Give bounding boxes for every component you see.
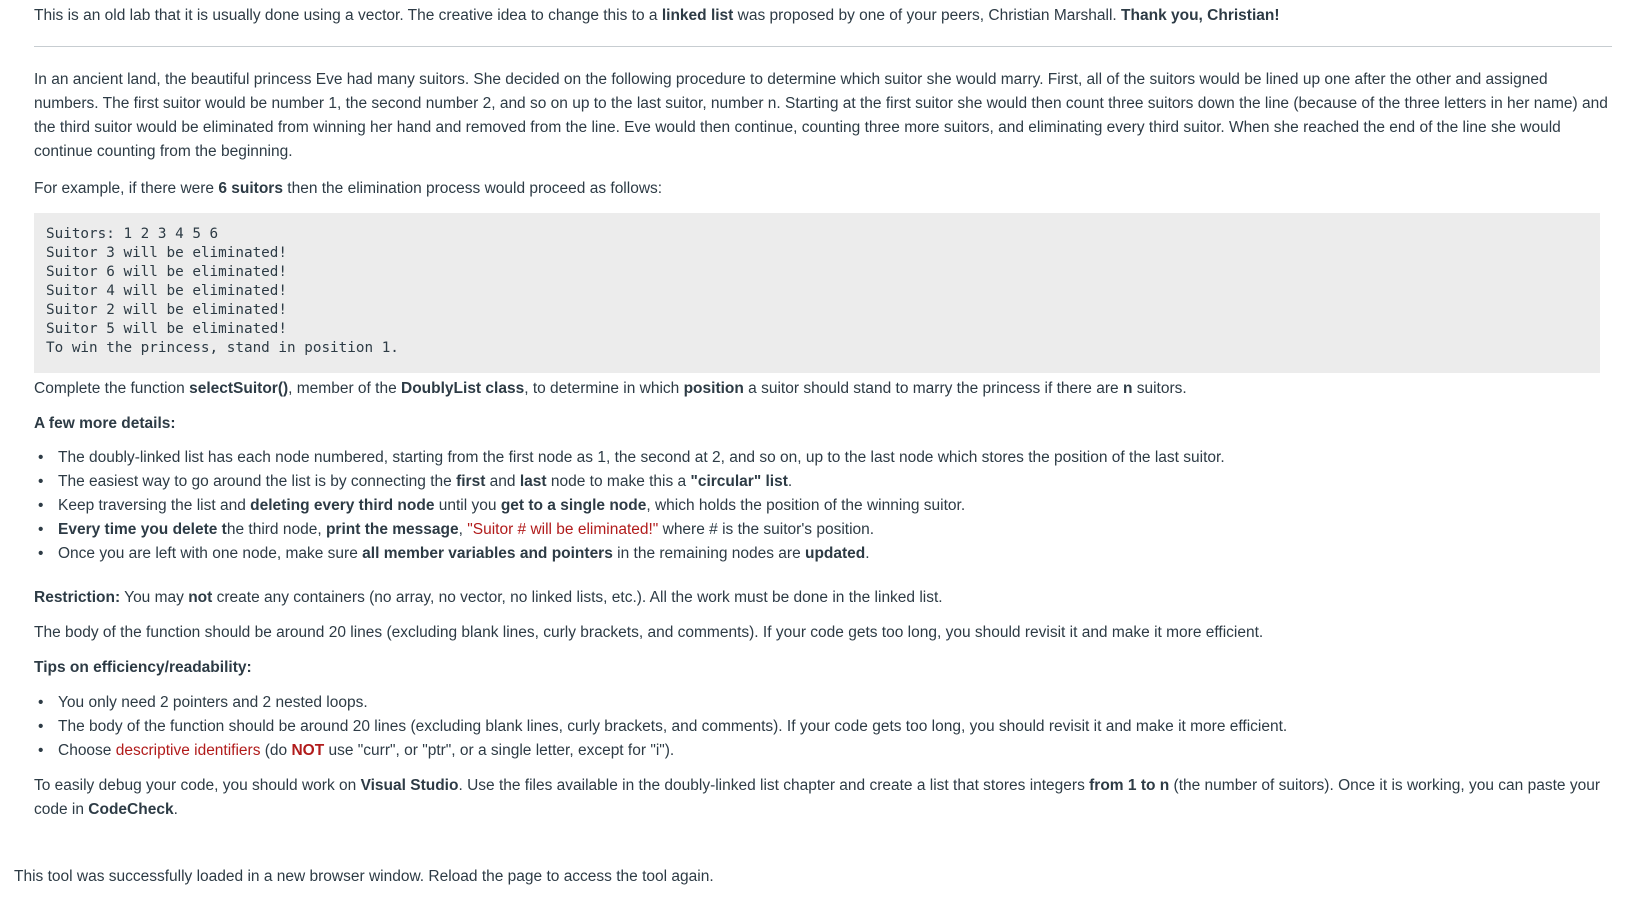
text: until you bbox=[434, 497, 501, 514]
text: (do bbox=[260, 742, 292, 759]
divider bbox=[34, 46, 1612, 47]
class-name: DoublyList class bbox=[401, 380, 525, 397]
list-item-text: The body of the function should be around 20 lines (excluding blank lines, curly brackets, and comments). If your code gets too long, you should revisit it and make it more efficient. bbox=[58, 718, 1288, 735]
bold-position: position bbox=[683, 380, 744, 397]
story-paragraph: In an ancient land, the beautiful princess Eve had many suitors. She decided on the following procedure to determine which suitor she would marry. First, all of the suitors would be lined up one after the other and assigned numbers. The first suitor would be number 1, the second number 2, and so on up to the last suitor, number n. Starting at the first suitor she would then count three suitors down the line (because of the three letters in her name) and the third suitor would be eliminated from winning her hand and removed from the line. Eve would then continue, counting three more suitors, and eliminating every third suitor. When she reached the end of the line she would continue counting from the beginning. bbox=[34, 71, 1608, 160]
text: in the remaining nodes are bbox=[612, 545, 805, 562]
bold: last bbox=[519, 473, 547, 490]
details-heading bbox=[34, 412, 1612, 436]
list-item-text: You only need 2 pointers and 2 nested loops. bbox=[58, 694, 368, 711]
text: , bbox=[458, 521, 468, 538]
red-text: descriptive identifiers bbox=[115, 742, 261, 759]
restriction-paragraph bbox=[34, 586, 1612, 610]
text: suitors. bbox=[1132, 380, 1187, 397]
code-line: Suitors: 1 2 3 4 5 6 bbox=[46, 226, 219, 242]
text: . bbox=[865, 545, 870, 562]
example-text: then the elimination process would proceed as follows: bbox=[282, 180, 663, 197]
text: , member of the bbox=[288, 380, 402, 397]
details-list bbox=[34, 446, 1225, 566]
text: . bbox=[173, 801, 178, 818]
tips-heading-text: Tips on efficiency/readability: bbox=[34, 659, 252, 676]
intro-paragraph bbox=[34, 4, 1280, 28]
complete-function-paragraph bbox=[34, 377, 1612, 401]
tool-status-message: This tool was successfully loaded in a new browser window. Reload the page to access the tool again. bbox=[14, 868, 714, 885]
text: Complete the function bbox=[34, 380, 190, 397]
text: and bbox=[485, 473, 520, 490]
list-item-text: The doubly-linked list has each node numbered, starting from the first node as 1, the second at 2, and so on, up to the last node which stores the position of the last suitor. bbox=[58, 449, 1225, 466]
bold: Every time you delete t bbox=[58, 521, 227, 538]
bold: deleting every third node bbox=[250, 497, 435, 514]
example-bold: 6 suitors bbox=[218, 180, 283, 197]
code-line: Suitor 4 will be eliminated! bbox=[46, 283, 288, 299]
tips-heading bbox=[34, 656, 1612, 680]
bold-visual-studio: Visual Studio bbox=[360, 777, 459, 794]
bold-n: n bbox=[1122, 380, 1133, 397]
intro-bold-thanks: Thank you, Christian! bbox=[1121, 7, 1280, 24]
list-item bbox=[58, 691, 1287, 715]
intro-text: was proposed by one of your peers, Christian Marshall. bbox=[733, 7, 1122, 24]
list-item bbox=[58, 739, 1287, 763]
bold-range: from 1 to n bbox=[1089, 777, 1170, 794]
bold: all member variables and pointers bbox=[362, 545, 613, 562]
bold: updated bbox=[805, 545, 866, 562]
text: use "curr", or "ptr", or a single letter, except for "i"). bbox=[324, 742, 675, 759]
text: he third node, bbox=[226, 521, 326, 538]
list-item bbox=[58, 446, 1225, 470]
debug-paragraph bbox=[34, 774, 1612, 822]
list-item bbox=[58, 518, 1225, 542]
text: Keep traversing the list and bbox=[58, 497, 251, 514]
bold-codecheck: CodeCheck bbox=[88, 801, 174, 818]
list-item bbox=[58, 470, 1225, 494]
code-line: Suitor 5 will be eliminated! bbox=[46, 321, 288, 337]
list-item bbox=[58, 542, 1225, 566]
bold: "circular" list bbox=[690, 473, 788, 490]
text: The easiest way to go around the list is by connecting the bbox=[58, 473, 457, 490]
bold: get to a single node bbox=[500, 497, 647, 514]
restriction-label: Restriction: bbox=[34, 589, 121, 606]
code-line: Suitor 3 will be eliminated! bbox=[46, 245, 288, 261]
red-bold-not: NOT bbox=[291, 742, 325, 759]
bold: first bbox=[456, 473, 486, 490]
example-paragraph bbox=[34, 177, 662, 201]
text: . Use the files available in the doubly-linked list chapter and create a list that stores integers bbox=[458, 777, 1090, 794]
example-output-code-block bbox=[34, 213, 1600, 373]
bold: print the message bbox=[325, 521, 459, 538]
example-text: For example, if there were bbox=[34, 180, 219, 197]
function-name: selectSuitor() bbox=[189, 380, 289, 397]
text: To easily debug your code, you should work on bbox=[34, 777, 361, 794]
bold-not: not bbox=[188, 589, 213, 606]
text: (the number of suitors). Once it is working, you can paste your code in bbox=[34, 777, 1600, 818]
text: Once you are left with one node, make sure bbox=[58, 545, 363, 562]
text: Choose bbox=[58, 742, 116, 759]
text: node to make this a bbox=[546, 473, 691, 490]
text: a suitor should stand to marry the princess if there are bbox=[743, 380, 1123, 397]
intro-text: This is an old lab that it is usually done using a vector. The creative idea to change this to a bbox=[34, 7, 662, 24]
list-item bbox=[58, 715, 1287, 739]
code-line: To win the princess, stand in position 1. bbox=[46, 340, 399, 356]
red-message: "Suitor # will be eliminated!" bbox=[467, 521, 659, 538]
list-item bbox=[58, 494, 1225, 518]
tips-list bbox=[34, 691, 1287, 763]
text: where # is the suitor's position. bbox=[658, 521, 875, 538]
text: . bbox=[787, 473, 793, 490]
code-line: Suitor 2 will be eliminated! bbox=[46, 302, 288, 318]
text: create any containers (no array, no vector, no linked lists, etc.). All the work must be done in the linked list. bbox=[212, 589, 943, 606]
details-heading-text: A few more details: bbox=[34, 415, 176, 432]
intro-bold-linked-list: linked list bbox=[661, 7, 734, 24]
body-length-paragraph: The body of the function should be around 20 lines (excluding blank lines, curly brackets, and comments). If your code gets too long, you should revisit it and make it more efficient. bbox=[34, 624, 1264, 641]
code-line: Suitor 6 will be eliminated! bbox=[46, 264, 288, 280]
text: , to determine in which bbox=[524, 380, 684, 397]
text: , which holds the position of the winning suitor. bbox=[646, 497, 966, 514]
text: You may bbox=[120, 589, 189, 606]
